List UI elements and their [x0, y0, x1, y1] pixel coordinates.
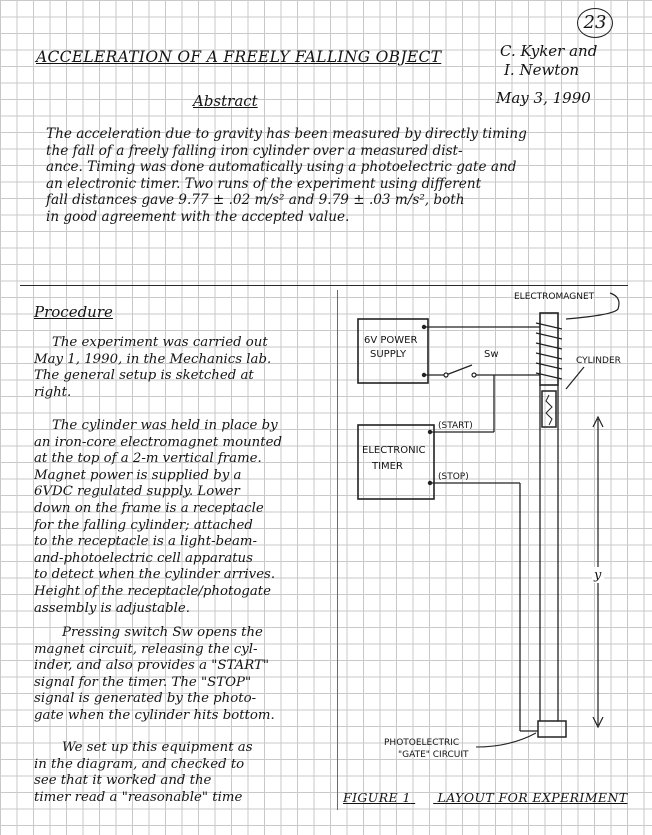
abstract-line: in good agreement with the accepted value.: [46, 208, 350, 225]
start-label: (START): [438, 421, 473, 431]
text-line: magnet circuit, releasing the cyl-: [34, 641, 258, 657]
text-line: down on the frame is a receptacle: [34, 500, 264, 516]
abstract-line: ance. Timing was done automatically using a photoelectric gate and: [46, 159, 517, 176]
text-line: signal for the timer. The "STOP": [34, 674, 252, 690]
photogate-receptacle: [538, 721, 566, 737]
abstract-line: an electronic timer. Two runs of the experiment using different: [46, 175, 482, 192]
abstract-body: [46, 126, 606, 226]
text-line: 6VDC regulated supply. Lower: [34, 484, 240, 500]
switch-label: Sw: [484, 349, 499, 360]
text-line: timer read a "reasonable" time: [34, 789, 243, 805]
switch-contact: [472, 373, 476, 377]
abstract-line: The acceleration due to gravity has been measured by directly timing: [46, 126, 527, 142]
experiment-diagram: [340, 285, 640, 785]
text-line: in the diagram, and checked to: [34, 756, 245, 772]
terminal: [428, 430, 432, 434]
power-supply-label-1: 6V POWER: [364, 335, 418, 346]
text-line: The experiment was carried out: [52, 335, 268, 350]
gate-label-1: PHOTOELECTRIC: [384, 738, 460, 748]
text-line: May 1, 1990, in the Mechanics lab.: [34, 351, 272, 367]
cylinder-arrow: [566, 367, 584, 389]
text-line: right.: [34, 384, 72, 400]
terminal: [428, 481, 432, 485]
terminal: [422, 373, 426, 377]
abstract-heading: Abstract: [193, 92, 258, 110]
text-line: at the top of a 2-m vertical frame.: [34, 451, 262, 467]
iron-cylinder: [542, 391, 556, 427]
text-line: assembly is adjustable.: [34, 600, 190, 616]
text-line: inder, and also provides a "START": [34, 658, 269, 674]
text-line: The general setup is sketched at: [34, 368, 254, 384]
abstract-line: the fall of a freely falling iron cylinder over a measured dist-: [46, 142, 463, 159]
text-line: gate when the cylinder hits bottom.: [34, 707, 275, 723]
text-line: Pressing switch Sw opens the: [62, 625, 263, 640]
text-line: an iron-core electromagnet mounted: [34, 434, 282, 450]
electromagnet-label: ELECTROMAGNET: [514, 292, 595, 302]
figure-title: LAYOUT FOR EXPERIMENT: [437, 790, 628, 805]
gate-label-2: "GATE" CIRCUIT: [398, 750, 469, 760]
text-line: We set up this equipment as: [62, 740, 253, 755]
column-divider: [337, 290, 338, 810]
document-title: ACCELERATION OF A FREELY FALLING OBJECT: [36, 48, 442, 66]
text-line: Magnet power is supplied by a: [34, 467, 242, 483]
text-line: to detect when the cylinder arrives.: [34, 567, 276, 583]
date: May 3, 1990: [496, 89, 591, 107]
authors: [500, 42, 597, 80]
switch-blade: [446, 365, 472, 375]
author-line-2: I. Newton: [504, 61, 580, 79]
text-line: see that it worked and the: [34, 773, 212, 789]
stop-label: (STOP): [438, 472, 469, 482]
text-line: The cylinder was held in place by: [52, 418, 278, 433]
figure-caption: [343, 790, 628, 805]
text-line: Height of the receptacle/photogate: [34, 583, 271, 599]
timer-label-1: ELECTRONIC: [362, 445, 426, 456]
procedure-paragraph-4: [34, 740, 334, 806]
terminal: [422, 325, 426, 329]
height-label: y: [594, 568, 602, 583]
text-line: for the falling cylinder; attached: [34, 517, 253, 533]
procedure-paragraph-3: [34, 625, 334, 725]
timer-label-2: TIMER: [372, 461, 403, 472]
text-line: signal is generated by the photo-: [34, 691, 257, 707]
cylinder-label: CYLINDER: [576, 356, 621, 366]
procedure-paragraph-2: [34, 418, 334, 617]
switch-contact: [444, 373, 448, 377]
procedure-heading: Procedure: [34, 303, 113, 321]
procedure-paragraph-1: [34, 335, 334, 401]
power-supply-label-2: SUPPLY: [370, 349, 407, 360]
abstract-line: fall distances gave 9.77 ± .02 m/s² and 9.79 ± .03 m/s², both: [46, 192, 465, 209]
text-line: to the receptacle is a light-beam-: [34, 534, 257, 550]
author-line-1: C. Kyker and: [500, 42, 598, 60]
page-number: 23: [577, 8, 613, 38]
text-line: and-photoelectric cell apparatus: [34, 550, 253, 566]
gate-label-arrow: [476, 733, 536, 747]
figure-number: FIGURE 1: [343, 790, 411, 805]
cylinder-hatching: [546, 395, 552, 425]
